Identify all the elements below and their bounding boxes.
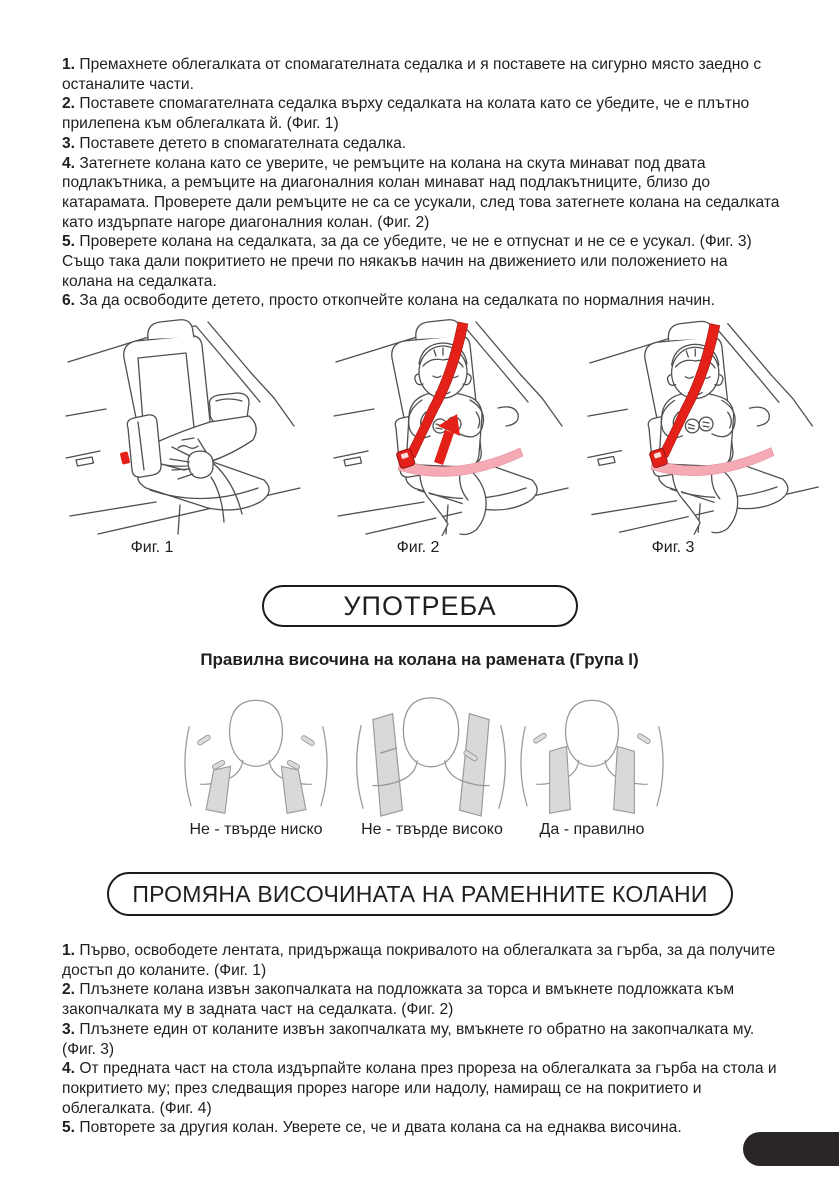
step-number: 1.: [62, 942, 76, 959]
figure-3-illustration: [584, 312, 836, 536]
section-use-header: [262, 585, 578, 627]
figure-3-caption: Фиг. 3: [651, 539, 695, 556]
child-belt-arrow-drawing: [330, 312, 586, 536]
use-instructions-list: [62, 55, 781, 311]
belt-correct-label: Да - правилно: [539, 821, 645, 838]
section-use-title: УПОТРЕБА: [343, 590, 497, 621]
list-item: [62, 55, 781, 94]
step-text: Премахнете облегалката от спомагателната седалка и я поставете на сигурно място заедно с останалите части.: [62, 56, 762, 93]
step-text: Поставете детето в спомагателната седалка.: [79, 134, 407, 152]
step-number: 3.: [62, 134, 76, 152]
section-change-header: [107, 872, 733, 916]
step-number: 6.: [62, 292, 76, 310]
figure-1-caption: Фиг. 1: [130, 539, 174, 556]
list-item: [62, 291, 781, 311]
step-number: 3.: [62, 1020, 76, 1038]
car-seat-booster-drawing: [62, 312, 318, 536]
step-text: Плъзнете колана извън закопчалката на подложката за торса и вмъкнете подложката към закопчалката му в задната част на седалката. (Фиг. 2): [62, 981, 735, 1019]
figure-2-caption: Фиг. 2: [396, 539, 440, 556]
step-number: 5.: [62, 233, 76, 251]
shoulder-belt-height-heading: Правилна височина на колана на рамената (Група I): [200, 650, 639, 669]
step-number: 2.: [62, 981, 76, 999]
belt-too-low-illustration: [176, 692, 336, 823]
step-text: От предната част на стола издърпайте колана през прореза на облегалката за гърба на стола и покритието му; през следващия прорез нагоре или надолу, намиращ се на покритието и облегалката. (Фиг. 4): [62, 1060, 777, 1117]
step-number: 4.: [62, 1060, 76, 1078]
list-item: [62, 94, 781, 133]
belt-too-high-label: Не - твърде високо: [361, 821, 503, 838]
change-instructions-list: [62, 941, 781, 1138]
step-text: Първо, освободете лентата, придържаща покривалото на облегалката за гърба, за да получите достъп до коланите. (Фиг. 1): [62, 942, 776, 979]
step-text: Проверете колана на седалката, за да се убедите, че не е отпуснат и не се е усукал. (Фиг. 3) Също така дали покритието не пречи по някакъв начин на движението или положението на колана на седалката.: [62, 233, 752, 290]
list-item: [62, 154, 781, 233]
step-text: За да освободите детето, просто откопчейте колана на седалката по нормалния начин.: [79, 292, 715, 310]
belt-correct-illustration: [512, 692, 672, 823]
child-belt-drawing: [584, 312, 836, 536]
list-item: [62, 134, 781, 154]
list-item: [62, 1020, 781, 1059]
torso-too-high-drawing: [346, 692, 516, 818]
figure-2-illustration: [330, 312, 586, 536]
torso-correct-drawing: [512, 692, 672, 818]
figure-1-illustration: [62, 312, 318, 536]
belt-too-high-illustration: [346, 692, 516, 823]
belt-guide-clip: [120, 451, 131, 465]
step-text: Плъзнете един от коланите извън закопчалката му, вмъкнете го обратно на закопчалката му. (Фиг. 3): [62, 1020, 755, 1058]
belt-too-low-label: Не - твърде ниско: [189, 821, 323, 838]
step-number: 2.: [62, 95, 76, 113]
step-number: 1.: [62, 56, 76, 73]
step-number: 4.: [62, 154, 76, 172]
list-item: [62, 1118, 781, 1138]
step-text: Затегнете колана като се уверите, че ремъците на колана на скута минават под двата подлакътника, а ремъците на диагоналния колан минават над подлакътниците, близо до катарамата. Проверете дали ремъците не са се усукали, след това затегнете колана на седалката като издърпате нагоре диагоналния колан. (Фиг. 2): [62, 154, 780, 231]
step-text: Поставете спомагателната седалка върху седалката на колата като се убедите, че е плътно прилепена към облегалката й. (Фиг. 1): [62, 95, 750, 133]
list-item: [62, 980, 781, 1019]
step-text: Повторете за другия колан. Уверете се, че и двата колана са на еднаква височина.: [79, 1119, 682, 1137]
page-corner-tab: [743, 1132, 839, 1166]
list-item: [62, 232, 781, 291]
list-item: [62, 941, 781, 980]
step-number: 5.: [62, 1119, 76, 1137]
torso-too-low-drawing: [176, 692, 336, 818]
list-item: [62, 1059, 781, 1118]
section-change-title: ПРОМЯНА ВИСОЧИНАТА НА РАМЕННИТЕ КОЛАНИ: [132, 880, 708, 907]
